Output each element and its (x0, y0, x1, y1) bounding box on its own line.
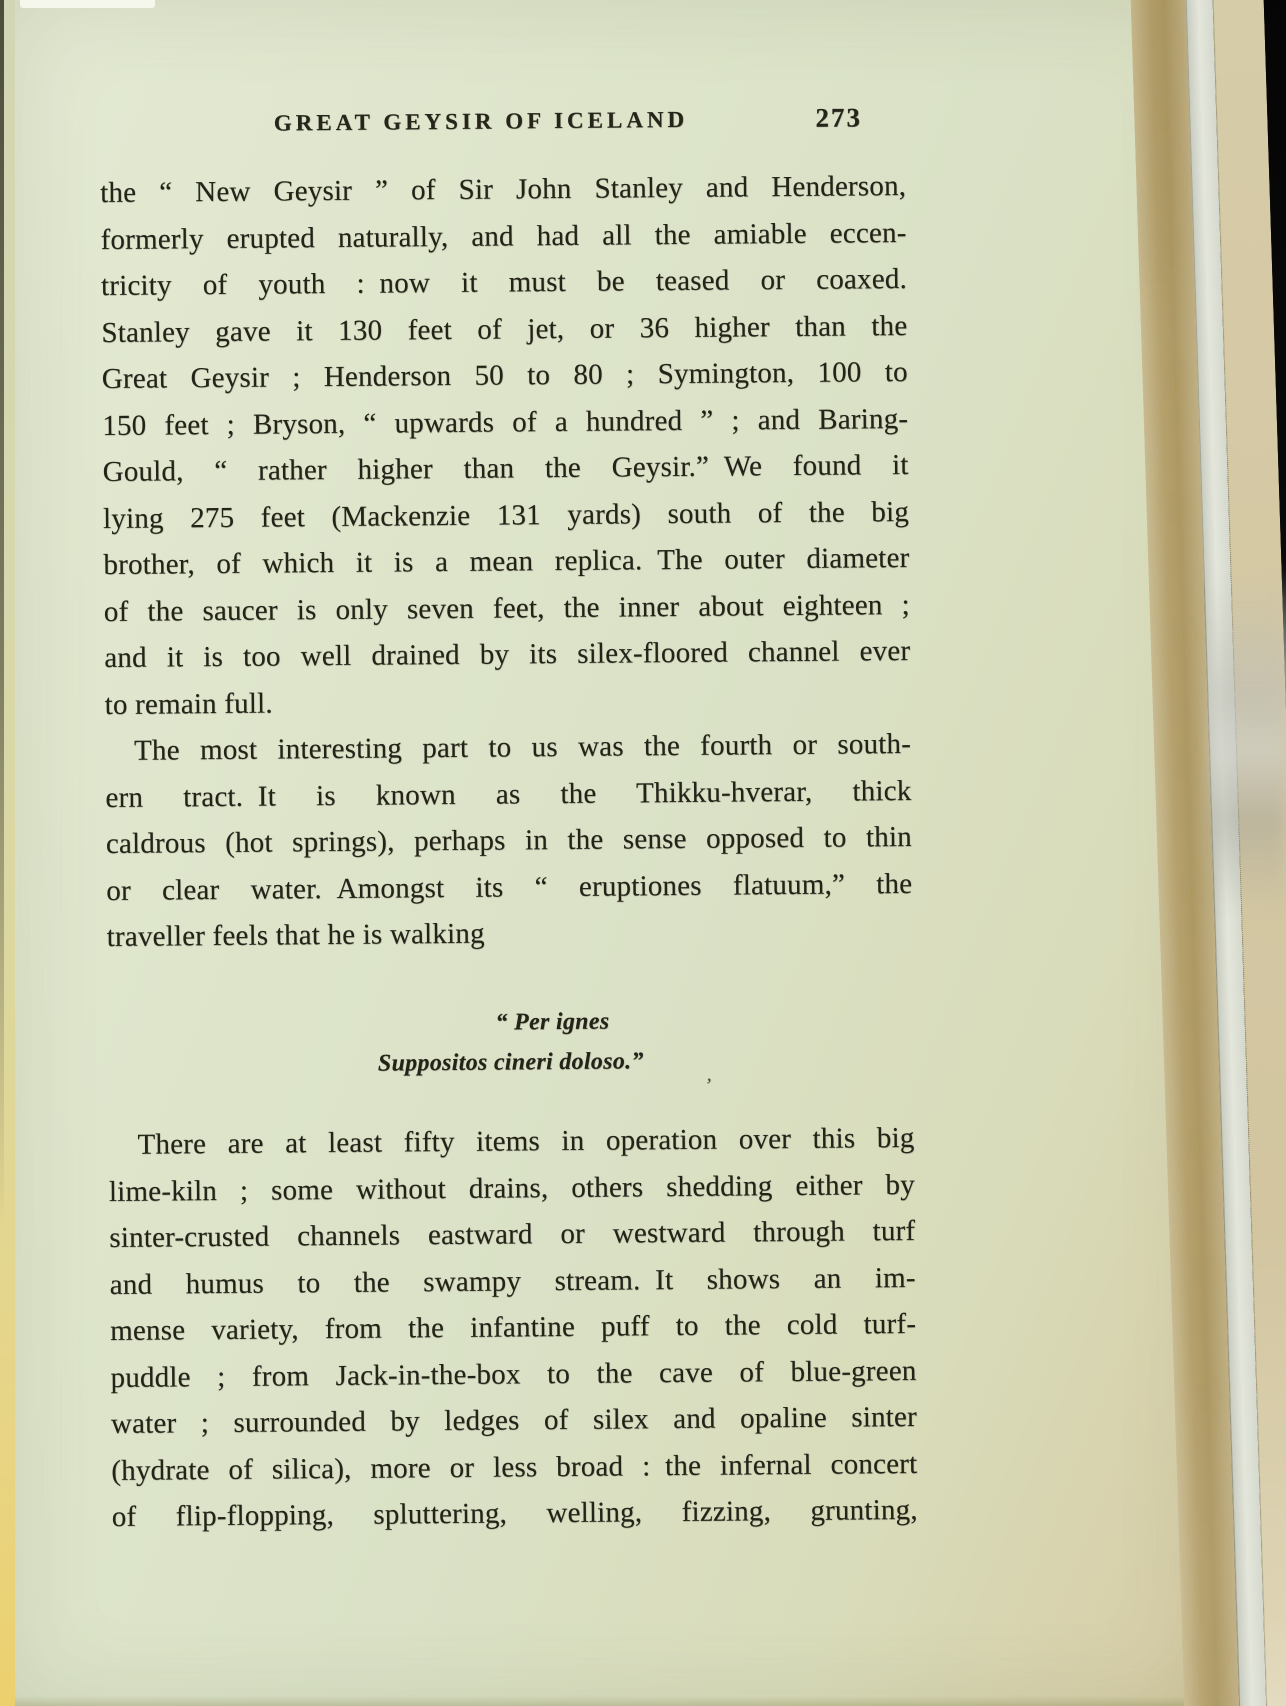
text-line: Great Geysir ; Henderson 50 to 80 ; Symington, 100 to (101, 355, 908, 395)
text-line: mense variety, from the infantine puff to the cold turf- (109, 1307, 917, 1347)
text-line: to remain full. (104, 687, 273, 721)
text-line: There are at least fifty items in operation over this big (137, 1121, 915, 1161)
running-head (100, 102, 906, 143)
text-line: traveller feels that he is walking (106, 917, 485, 953)
text-line: formerly erupted naturally, and had all the amiable eccen- (100, 216, 907, 256)
text-line: the “ New Geysir ” of Sir John Stanley and Henderson, (100, 169, 907, 209)
text-line: of the saucer is only seven feet, the inner about eighteen ; (103, 588, 910, 628)
text-line: water ; surrounded by ledges of silex and opaline sinter (110, 1400, 918, 1440)
text-line: The most interesting part to us was the fourth or south- (133, 727, 912, 767)
text-line: ern tract. It is known as the Thikku-hverar, thick (105, 774, 912, 814)
text-line: sinter-crusted channels eastward or westward through turf (109, 1214, 916, 1254)
text-line: Stanley gave it 130 feet of jet, or 36 higher than the (101, 309, 908, 349)
left-shadow-line (0, 0, 4, 1228)
camera-blur-smudge (1212, 575, 1286, 915)
quote-line: Suppositos cineri doloso.” (377, 1048, 644, 1077)
text-line: caldrous (hot springs), perhaps in the sense opposed to thin (105, 820, 912, 860)
text-line: lime-kiln ; some without drains, others shedding either by (108, 1168, 916, 1208)
text-line: and humus to the swampy stream. It shows an im- (109, 1261, 916, 1301)
text-line: brother, of which it is a mean replica. The outer diameter (103, 541, 910, 581)
text-line: lying 275 feet (Mackenzie 131 yards) south of the big (102, 495, 910, 535)
text-line: or clear water. Amongst its “ eruptiones flatuum,” the (106, 867, 913, 907)
paragraph (105, 721, 913, 961)
verse-quote (107, 999, 914, 1086)
text-line: (hydrate of silica), more or less broad : the infernal concert (111, 1447, 918, 1487)
text-line: tricity of youth : now it must be teased or coaxed. (100, 262, 908, 302)
header-title: GREAT GEYSIR OF ICELAND (273, 106, 689, 136)
text-line: puddle ; from Jack-in-the-box to the cave of blue-green (110, 1354, 917, 1394)
stray-ink-mark: ’ (703, 1074, 714, 1098)
text-line: and it is too well drained by its silex-floored channel ever (104, 634, 911, 674)
text-line: of flip-flopping, spluttering, welling, fizzing, grunting, (111, 1493, 918, 1533)
page-top-glare (20, 0, 155, 8)
paragraph (108, 1115, 918, 1541)
text-line: 150 feet ; Bryson, “ upwards of a hundred ” ; and Baring- (102, 402, 909, 442)
text-line: Gould, “ rather higher than the Geysir.” We found it (102, 448, 909, 488)
quote-line: “ Per ignes (495, 1008, 610, 1036)
page-number: 273 (815, 102, 863, 133)
paragraph (100, 163, 911, 728)
